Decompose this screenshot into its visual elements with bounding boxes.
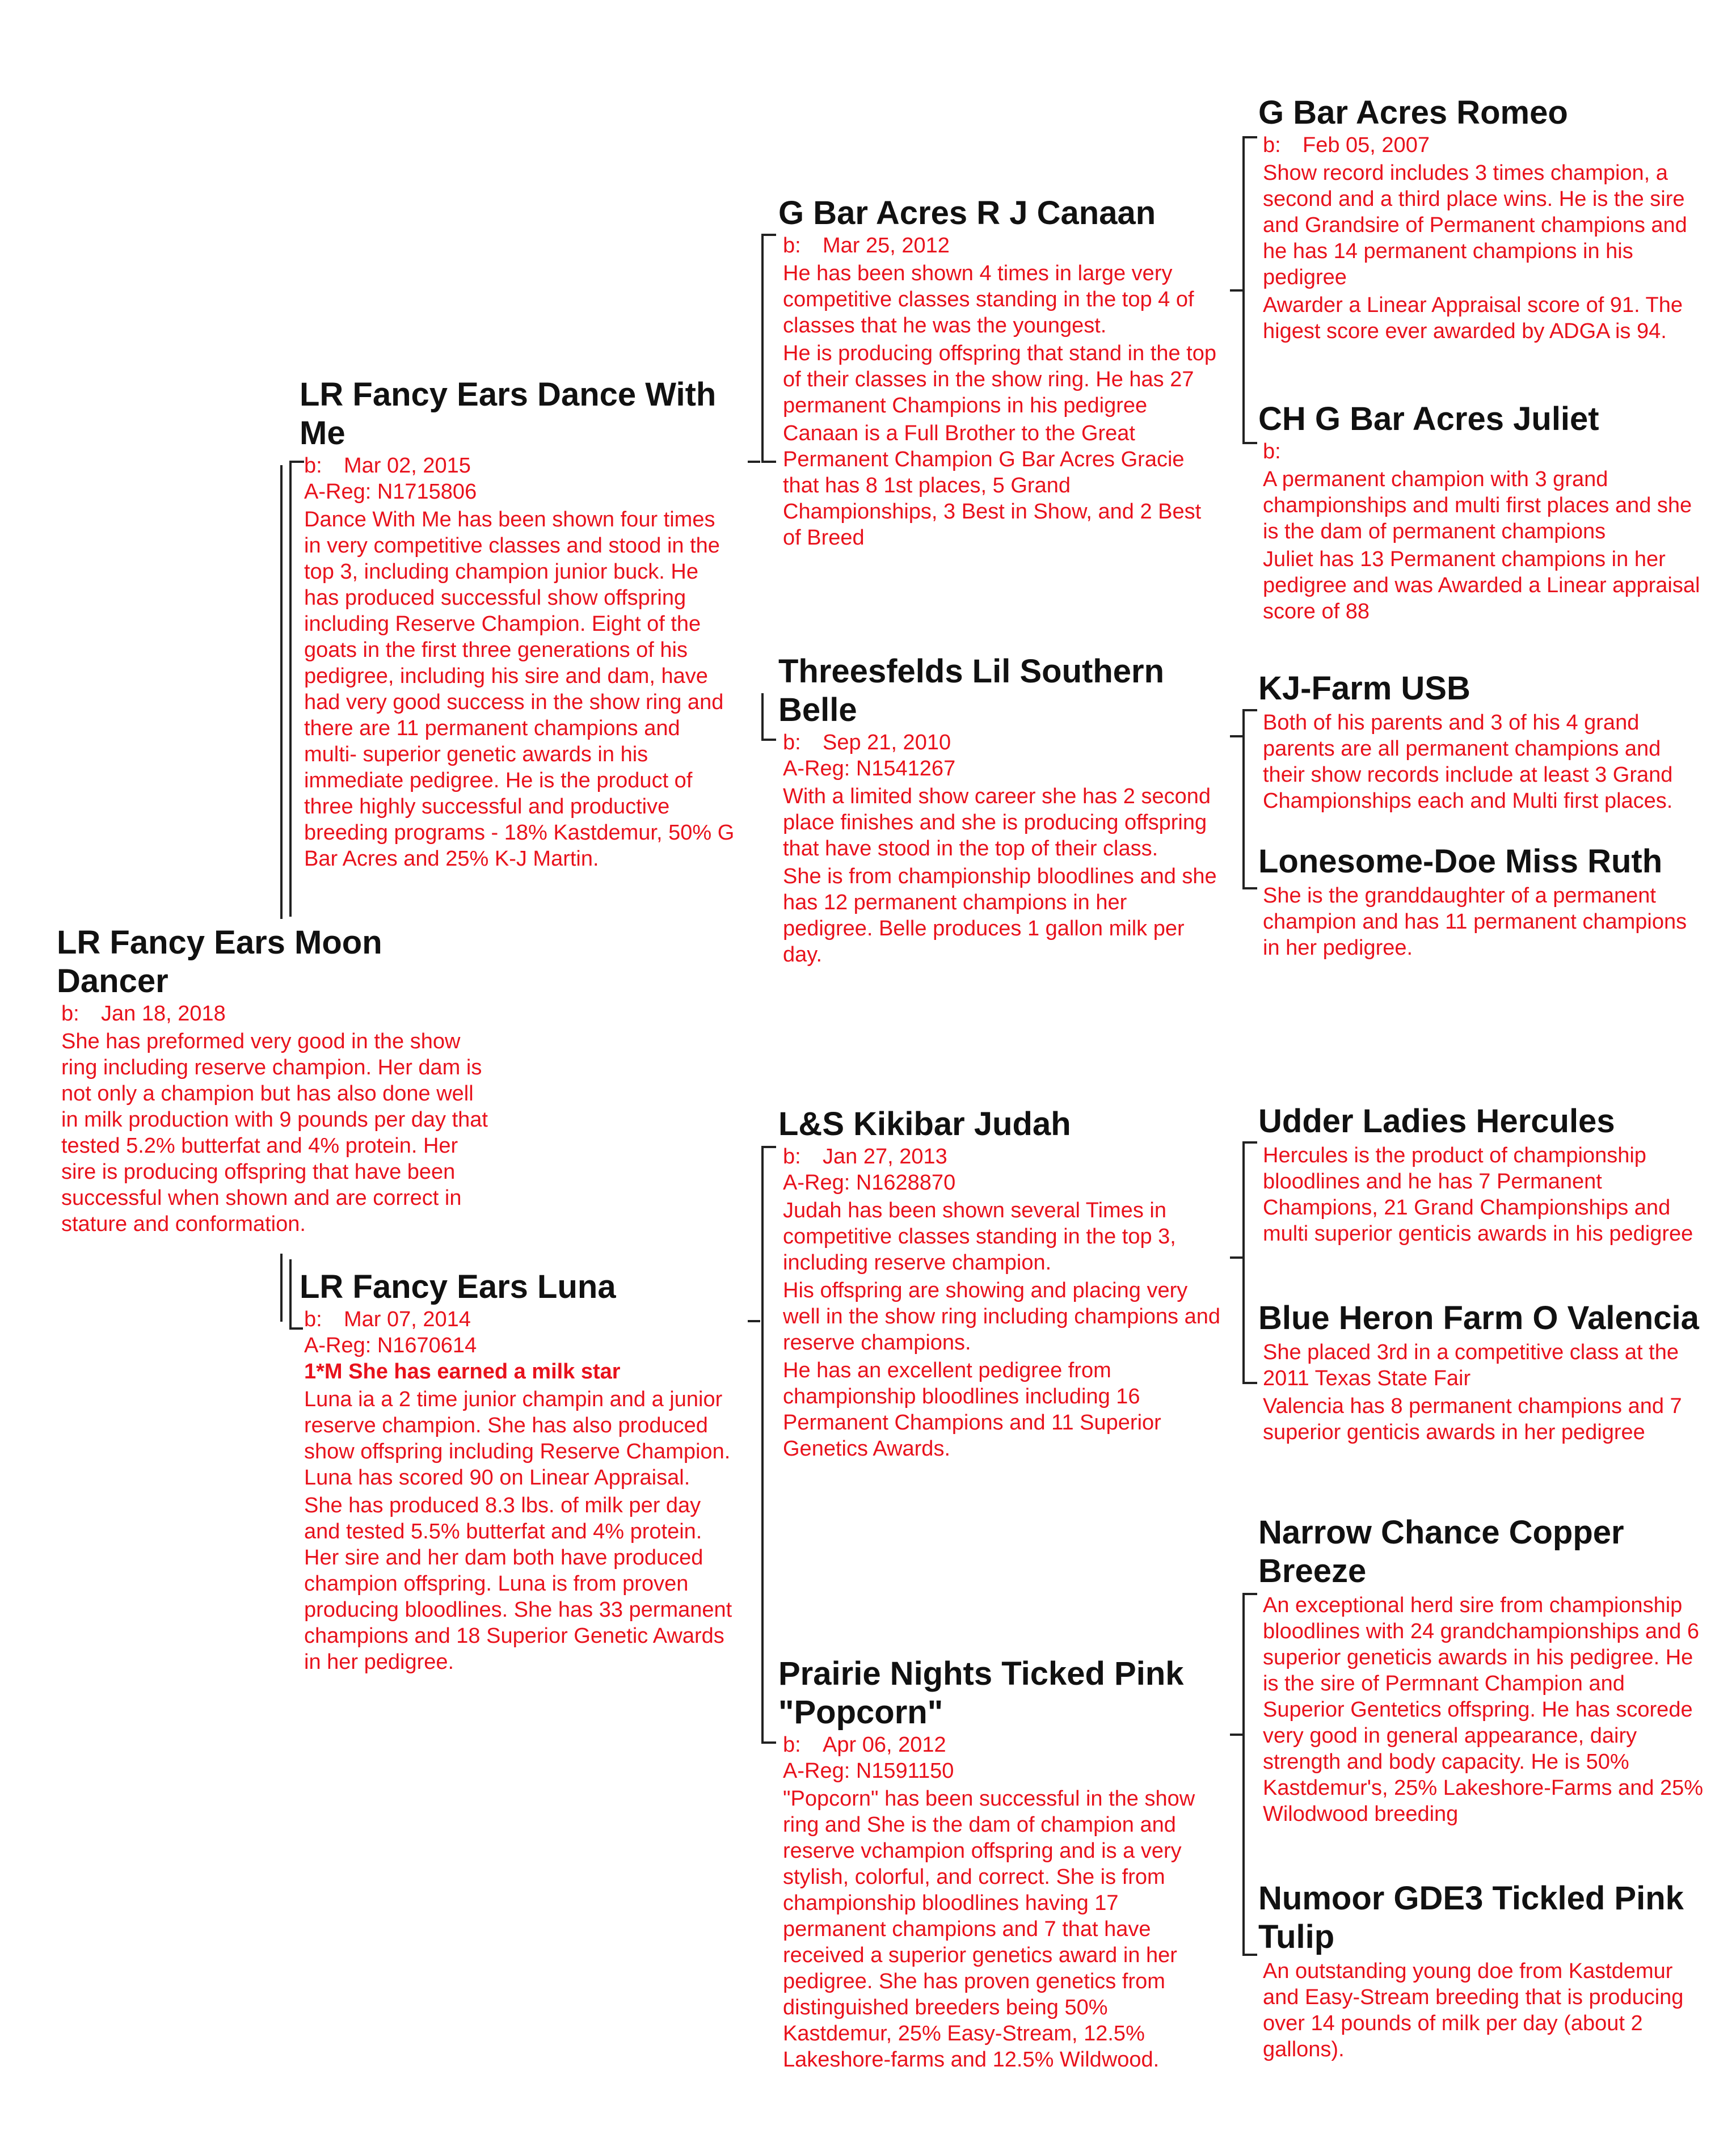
animal-info (57, 1001, 488, 1237)
birth-date (783, 1144, 1221, 1170)
animal-judah (778, 1105, 1221, 1462)
bracket-popcorn (761, 1702, 776, 1744)
birth-label: b: (783, 1145, 801, 1169)
description: She placed 3rd in a competitive class at the 2011 Texas State Fair (1263, 1340, 1679, 1390)
animal-info (300, 1306, 736, 1675)
animal-info (778, 1144, 1221, 1462)
birth-label: b: (783, 1733, 801, 1757)
registration: A-Reg: N1541267 (783, 757, 956, 781)
description: Canaan is a Full Brother to the Great Permanent Champion G Bar Acres Gracie that has 8 1st places, 5 Grand Championships, 3 Best in Show, and 2 Best of Breed (783, 421, 1202, 550)
animal-name: LR Fancy Ears Dance With Me (300, 376, 717, 452)
birth-label: b: (304, 454, 322, 478)
animal-name: G Bar Acres R J Canaan (778, 195, 1156, 231)
registration: A-Reg: N1715806 (304, 480, 477, 504)
animal-popcorn (778, 1655, 1221, 2073)
description: She has produced 8.3 lbs. of milk per day and tested 5.5% butterfat and 4% protein. Her sire and her dam both have produced champion offspring. Luna is from proven producing bloodlines. She has 33 permanent champions and 18 Superior Genetic Awards in her pedigree. (304, 1494, 732, 1674)
bracket-belle (761, 693, 776, 741)
description: She is from championship bloodlines and she has 12 permanent champions in her pedigree. Belle produces 1 gallon milk per day. (783, 864, 1217, 967)
birth-value: Sep 21, 2010 (823, 731, 951, 754)
description: He has been shown 4 times in large very competitive classes standing in the top 4 of classes that he was the youngest. (783, 262, 1194, 338)
animal-info (778, 233, 1221, 551)
birth-value: Apr 06, 2012 (823, 1733, 946, 1757)
animal-info (1258, 438, 1706, 625)
description: He has an excellent pedigree from championship bloodlines including 16 Permanent Champions and 11 Superior Genetics Awards. (783, 1359, 1161, 1461)
animal-name: Lonesome-Doe Miss Ruth (1258, 843, 1663, 880)
birth-label: b: (304, 1308, 322, 1331)
animal-valencia (1258, 1299, 1706, 1445)
birth-value: Jan 27, 2013 (823, 1145, 947, 1169)
birth-value: Feb 05, 2007 (1303, 133, 1430, 157)
bracket-judah (761, 1146, 776, 1324)
registration: A-Reg: N1628870 (783, 1171, 956, 1195)
description: She has preformed very good in the show ring including reserve champion. Her dam is not only a champion but has also done well in milk production with 9 pounds per day that tested 5.2% butterfat and 4% protein. Her sire is producing offspring that have been successful when shown and are correct in stature and conformation. (61, 1030, 488, 1236)
birth-date (304, 453, 736, 479)
animal-moon-dancer (57, 923, 488, 1237)
birth-value: Jan 18, 2018 (101, 1002, 226, 1026)
animal-info (1258, 1592, 1706, 1827)
description: With a limited show career she has 2 second place finishes and she is producing offspring that have stood in the top of their class. (783, 785, 1211, 861)
connector-judah-popcorn (761, 1322, 764, 1741)
birth-date (783, 233, 1221, 259)
animal-info (778, 1732, 1221, 2073)
connector-line-dam (280, 1254, 283, 1322)
animal-name: Udder Ladies Hercules (1258, 1103, 1615, 1140)
animal-info (300, 453, 736, 872)
animal-juliet (1258, 400, 1706, 625)
animal-name: KJ-Farm USB (1258, 670, 1470, 707)
registration: A-Reg: N1591150 (783, 1759, 954, 1783)
birth-date (783, 1732, 1221, 1758)
birth-label: b: (783, 234, 801, 258)
animal-name: Numoor GDE3 Tickled Pink Tulip (1258, 1880, 1684, 1955)
birth-date (1263, 438, 1706, 465)
bracket-usb (1242, 709, 1257, 889)
description: His offspring are showing and placing very well in the show ring including champions and reserve champions. (783, 1279, 1221, 1355)
description: An outstanding young doe from Kastdemur and Easy-Stream breeding that is producing over 14 pounds of milk per day (about 2 gallons). (1263, 1959, 1684, 2061)
animal-copper-breeze (1258, 1513, 1706, 1827)
animal-name: LR Fancy Ears Luna (300, 1268, 616, 1305)
birth-value: Mar 02, 2015 (344, 454, 471, 478)
animal-info (1258, 710, 1706, 814)
animal-name: Prairie Nights Ticked Pink "Popcorn" (778, 1655, 1184, 1731)
description: Hercules is the product of championship bloodlines and he has 7 Permanent Champions, 21 Grand Championships and multi superior genticis awards in his pedigree (1263, 1144, 1693, 1246)
description: She is the granddaughter of a permanent champion and has 11 permanent champions in her pedigree. (1263, 884, 1687, 960)
animal-name: Threesfelds Lil Southern Belle (778, 653, 1164, 728)
birth-label: b: (1263, 133, 1281, 157)
animal-dance-with-me (300, 376, 736, 872)
animal-luna (300, 1268, 736, 1675)
description: Valencia has 8 permanent champions and 7 superior genticis awards in her pedigree (1263, 1394, 1682, 1444)
description: Luna ia a 2 time junior champin and a junior reserve champion. She has also produced show offspring including Reserve Champion. Luna has scored 90 on Linear Appraisal. (304, 1388, 731, 1490)
bracket-tick (1230, 1734, 1242, 1736)
animal-info (778, 729, 1221, 968)
bracket-tick (1230, 1256, 1242, 1259)
animal-name: Narrow Chance Copper Breeze (1258, 1514, 1624, 1589)
registration: A-Reg: N1670614 (304, 1334, 477, 1357)
bracket-dance (289, 461, 304, 917)
bracket-tick (1230, 289, 1242, 292)
animal-romeo (1258, 94, 1706, 344)
birth-value: Mar 07, 2014 (344, 1308, 471, 1331)
animal-name: Blue Heron Farm O Valencia (1258, 1300, 1699, 1336)
animal-hercules (1258, 1102, 1706, 1247)
birth-date (783, 729, 1221, 756)
description: Awarder a Linear Appraisal score of 91. The higest score ever awarded by ADGA is 94. (1263, 293, 1683, 343)
animal-southern-belle (778, 652, 1221, 968)
animal-kj-farm-usb (1258, 669, 1706, 814)
description: He is producing offspring that stand in the top of their classes in the show ring. He has 27 permanent Champions in his pedigree (783, 341, 1217, 417)
birth-label: b: (1263, 440, 1281, 463)
birth-value: Mar 25, 2012 (823, 234, 950, 258)
birth-date (61, 1001, 488, 1027)
birth-date (304, 1306, 736, 1332)
bracket-luna (289, 1259, 303, 1330)
description: Judah has been shown several Times in competitive classes standing in the top 3, including reserve champion. (783, 1199, 1176, 1275)
bracket-copper (1242, 1593, 1257, 1956)
birth-label: b: (783, 731, 801, 754)
description: Show record includes 3 times champion, a second and a third place wins. He is the sire and Grandsire of Permanent champions and he has 14 permanent champions in his pedigree (1263, 161, 1687, 289)
animal-info (1258, 883, 1706, 961)
connector-line-sire (280, 465, 283, 919)
bracket-hercules (1242, 1141, 1257, 1384)
animal-info (1258, 132, 1706, 344)
animal-name: G Bar Acres Romeo (1258, 94, 1568, 131)
animal-info (1258, 1142, 1706, 1247)
bracket-canaan (761, 234, 776, 463)
bracket-tick (748, 1320, 760, 1322)
animal-info (1258, 1958, 1706, 2063)
milk-star: 1*M She has earned a milk star (304, 1360, 621, 1384)
description: Both of his parents and 3 of his 4 grand parents are all permanent champions and their show records include at least 3 Grand Championships each and Multi first places. (1263, 711, 1673, 813)
description: A permanent champion with 3 grand championships and multi first places and she is the dam of permanent champions (1263, 467, 1692, 543)
bracket-romeo (1242, 136, 1257, 444)
animal-name: LR Fancy Ears Moon Dancer (57, 924, 382, 1000)
animal-name: L&S Kikibar Judah (778, 1106, 1071, 1142)
animal-miss-ruth (1258, 842, 1706, 961)
birth-date (1263, 132, 1706, 158)
description: Dance With Me has been shown four times in very competitive classes and stood in the top 3, including champion junior buck. He has produced successful show offspring including Reserve Champion. Eight of the goats in the first three generations of his pedigree, including his sire and dam, have had very good success in the show ring and there are 11 permanent champions and multi- superior genetic awards in his immediate pedigree. He is the product of three highly successful and productive breeding programs - 18% Kastdemur, 50% G Bar Acres and 25% K-J Martin. (304, 508, 735, 871)
description: "Popcorn" has been successful in the show ring and She is the dam of champion and reserve vchampion offspring and is a very stylish, colorful, and correct. She is from championship bloodlines having 17 permanent champions and 7 that have received a superior genetics award in her pedigree. She has proven genetics from distinguished breeders being 50% Kastdemur, 25% Easy-Stream, 12.5% Lakeshore-farms and 12.5% Wildwood. (783, 1787, 1195, 2072)
animal-tickled-pink-tulip (1258, 1879, 1706, 2063)
bracket-tick (1230, 735, 1242, 737)
birth-label: b: (61, 1002, 79, 1026)
animal-info (1258, 1339, 1706, 1445)
animal-canaan (778, 194, 1221, 551)
description: Juliet has 13 Permanent champions in her pedigree and was Awarded a Linear appraisal score of 88 (1263, 547, 1700, 623)
animal-name: CH G Bar Acres Juliet (1258, 400, 1599, 437)
bracket-tick (748, 461, 760, 463)
description: An exceptional herd sire from championship bloodlines with 24 grandchampionships and 6 superior geneticis awards in his pedigree. He is the sire of Permnant Champion and Superior Gentetics offspring. He has scorede very good in general appearance, dairy strength and body capacity. He is 50% Kastdemur's, 25% Lakeshore-Farms and 25% Wilodwood breeding (1263, 1593, 1704, 1826)
